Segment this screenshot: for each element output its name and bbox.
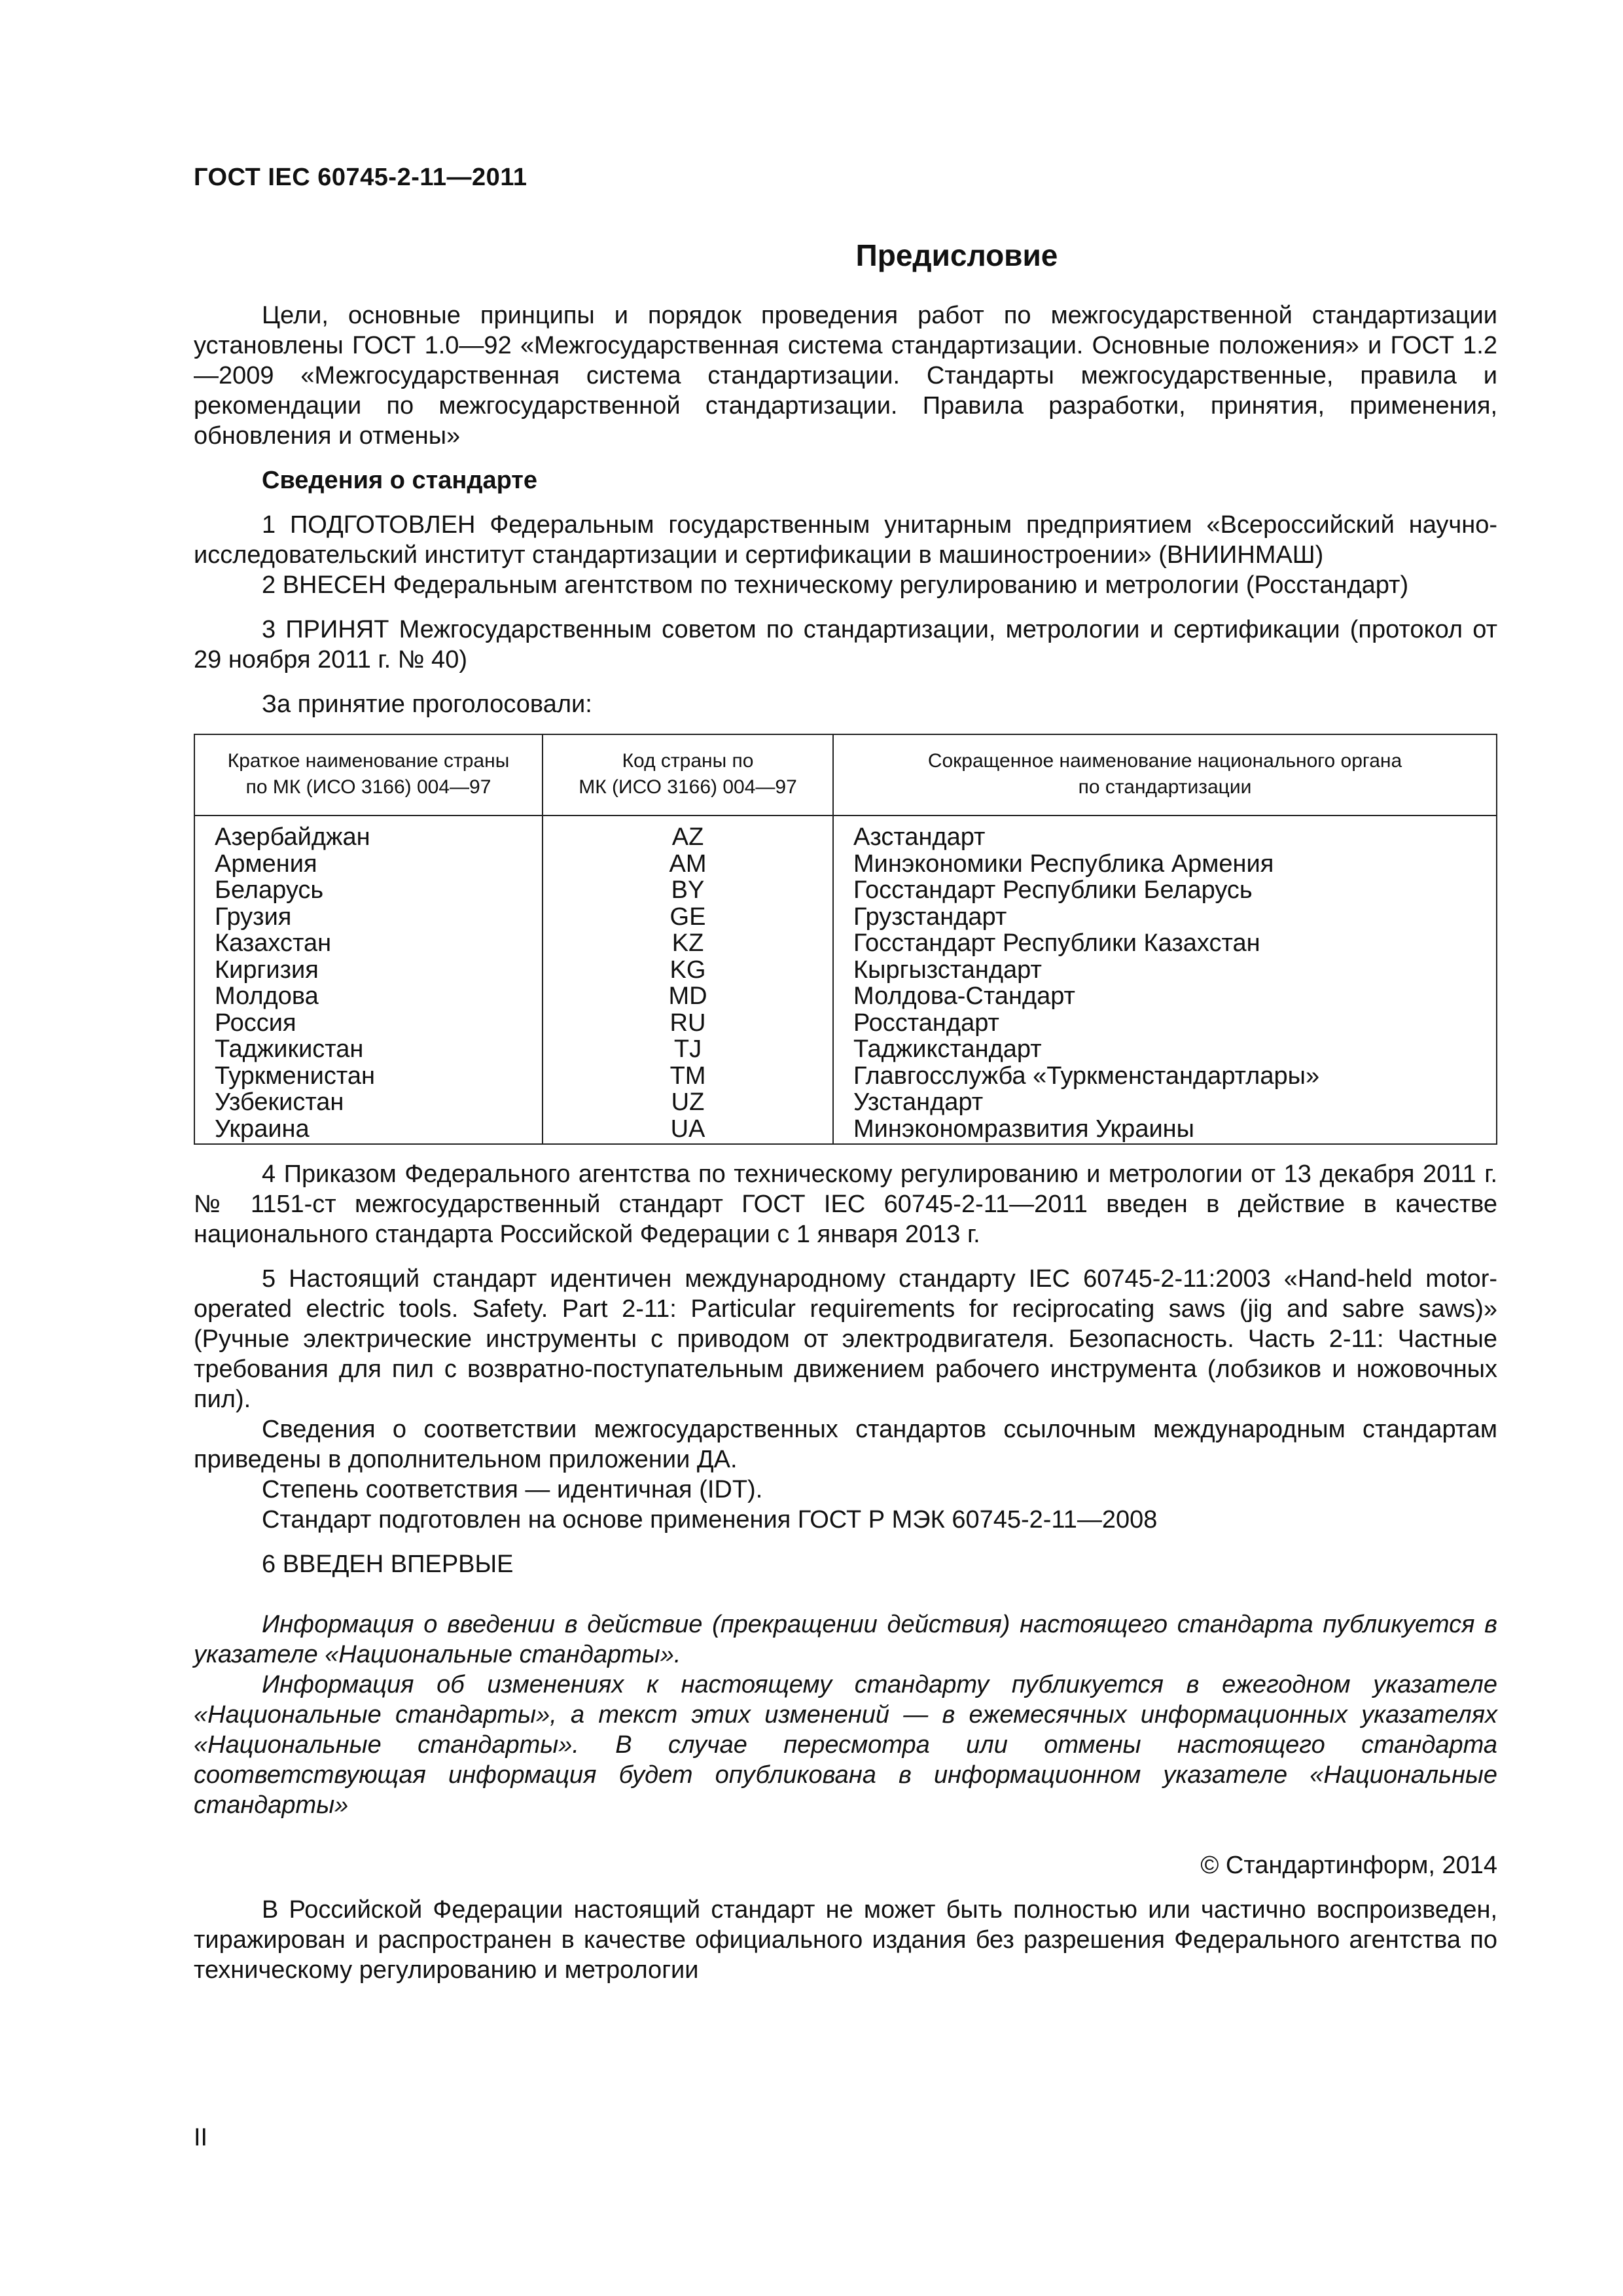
table-row: [194, 957, 1497, 984]
table-row: [194, 1036, 1497, 1063]
cell-country: Молдова: [194, 983, 543, 1010]
item-4-paragraph: 4 Приказом Федерального агентства по техническому регулированию и метрологии от 13 декабря 2011 г. № 1151-ст межгосударственный стандарт ГОСТ IEC 60745-2-11—2011 введен в действие в качестве национального стандарта Российской Федерации с 1 января 2013 г.: [194, 1160, 1497, 1248]
page-content: [194, 232, 1497, 1985]
table-row: [194, 1116, 1497, 1145]
cell-country: Таджикистан: [194, 1036, 543, 1063]
document-code-header: ГОСТ IEC 60745-2-11—2011: [194, 164, 527, 191]
cell-code: GE: [543, 904, 833, 931]
cell-body: Росстандарт: [833, 1010, 1497, 1037]
table-row: [194, 877, 1497, 904]
voting-countries-table: [194, 734, 1497, 1145]
page-number: II: [194, 2124, 208, 2151]
table-row: [194, 1010, 1497, 1037]
cell-code: TM: [543, 1063, 833, 1090]
info-notice-2: Информация об изменениях к настоящему стандарту публикуется в ежегодном указателе «Национальные стандарты», а текст этих изменений — в ежемесячных информационных указателях «Национальные стандарты». В случае пересмотра или отмены настоящего стандарта соответствующая информация будет опубликована в информационном указателе «Национальные стандарты»: [194, 1671, 1497, 1819]
cell-country: Грузия: [194, 904, 543, 931]
table-row: [194, 930, 1497, 957]
cell-country: Туркменистан: [194, 1063, 543, 1090]
basis-paragraph: Стандарт подготовлен на основе применения ГОСТ Р МЭК 60745-2-11—2008: [262, 1506, 1158, 1534]
cell-body: Грузстандарт: [833, 904, 1497, 931]
cell-country: Украина: [194, 1116, 543, 1145]
table-header-row: [194, 734, 1497, 816]
table-row: [194, 904, 1497, 931]
info-notice-1: Информация о введении в действие (прекращении действия) настоящего стандарта публикуется в указателе «Национальные стандарты».: [194, 1611, 1497, 1668]
table-row: [194, 983, 1497, 1010]
item-2-paragraph: 2 ВНЕСЕН Федеральным агентством по техническому регулированию и метрологии (Росстандарт): [262, 571, 1409, 599]
cell-code: BY: [543, 877, 833, 904]
item-1-paragraph: 1 ПОДГОТОВЛЕН Федеральным государственным унитарным предприятием «Всероссийский научно-исследовательский институт стандартизации и сертификации в машиностроении» (ВНИИНМАШ): [194, 511, 1497, 569]
cell-body: Минэкономики Республика Армения: [833, 851, 1497, 878]
page-title: Предисловие: [855, 238, 1058, 272]
copyright-line: © Стандартинформ, 2014: [1200, 1852, 1497, 1879]
cell-body: Госстандарт Республики Беларусь: [833, 877, 1497, 904]
cell-code: TJ: [543, 1036, 833, 1063]
cell-code: MD: [543, 983, 833, 1010]
cell-body: Азстандарт: [833, 816, 1497, 851]
cell-body: Главгосслужба «Туркменстандартлары»: [833, 1063, 1497, 1090]
table-row: [194, 816, 1497, 851]
cell-code: UA: [543, 1116, 833, 1145]
cell-code: AM: [543, 851, 833, 878]
cell-country: Казахстан: [194, 930, 543, 957]
cell-country: Узбекистан: [194, 1089, 543, 1116]
cell-code: AZ: [543, 816, 833, 851]
table-header-code: Код страны по МК (ИСО 3166) 004—97: [543, 734, 833, 816]
item-6-paragraph: 6 ВВЕДЕН ВПЕРВЫЕ: [262, 1551, 514, 1578]
vote-intro: За принятие проголосовали:: [262, 691, 592, 718]
cell-body: Молдова-Стандарт: [833, 983, 1497, 1010]
cell-country: Россия: [194, 1010, 543, 1037]
cell-code: UZ: [543, 1089, 833, 1116]
cell-country: Беларусь: [194, 877, 543, 904]
cell-country: Азербайджан: [194, 816, 543, 851]
cell-body: Таджикстандарт: [833, 1036, 1497, 1063]
cell-body: Узстандарт: [833, 1089, 1497, 1116]
cell-code: KG: [543, 957, 833, 984]
cell-code: KZ: [543, 930, 833, 957]
cell-body: Госстандарт Республики Казахстан: [833, 930, 1497, 957]
item-5-paragraph: 5 Настоящий стандарт идентичен международному стандарту IEC 60745-2-11:2003 «Hand-held motor-operated electric tools. Safety. Part 2-11: Particular requirements for reciprocating saws (jig and sabre saws)» (Ручные электрические инструменты с приводом от электродвигателя. Безопасность. Часть 2-11: Частные требования для пил с возвратно-поступательным движением рабочего инструмента (лобзиков и ножовочных пил).: [194, 1265, 1497, 1413]
table-header-country: Краткое наименование страны по МК (ИСО 3166) 004—97: [194, 734, 543, 816]
cell-country: Армения: [194, 851, 543, 878]
table-row: [194, 1089, 1497, 1116]
cell-country: Киргизия: [194, 957, 543, 984]
cell-body: Кыргызстандарт: [833, 957, 1497, 984]
references-paragraph: Сведения о соответствии межгосударственных стандартов ссылочным международным стандартам приведены в дополнительном приложении ДА.: [194, 1416, 1497, 1473]
cell-code: RU: [543, 1010, 833, 1037]
conformity-degree: Степень соответствия — идентичная (IDT).: [262, 1476, 763, 1503]
item-3-paragraph: 3 ПРИНЯТ Межгосударственным советом по стандартизации, метрологии и сертификации (протокол от 29 ноября 2011 г. № 40): [194, 616, 1497, 673]
section-heading: Сведения о стандарте: [262, 467, 538, 494]
intro-paragraph: Цели, основные принципы и порядок проведения работ по межгосударственной стандартизации установлены ГОСТ 1.0—92 «Межгосударственная система стандартизации. Основные положения» и ГОСТ 1.2—2009 «Межгосударственная система стандартизации. Стандарты межгосударственные, правила и рекомендации по межгосударственной стандартизации. Правила разработки, принятия, применения, обновления и отмены»: [194, 302, 1497, 450]
table-row: [194, 1063, 1497, 1090]
table-row: [194, 851, 1497, 878]
table-header-body: Сокращенное наименование национального органа по стандартизации: [833, 734, 1497, 816]
cell-body: Минэкономразвития Украины: [833, 1116, 1497, 1145]
rights-notice: В Российской Федерации настоящий стандарт не может быть полностью или частично воспроизведен, тиражирован и распространен в качестве официального издания без разрешения Федерального агентства по техническому регулированию и метрологии: [194, 1896, 1497, 1984]
